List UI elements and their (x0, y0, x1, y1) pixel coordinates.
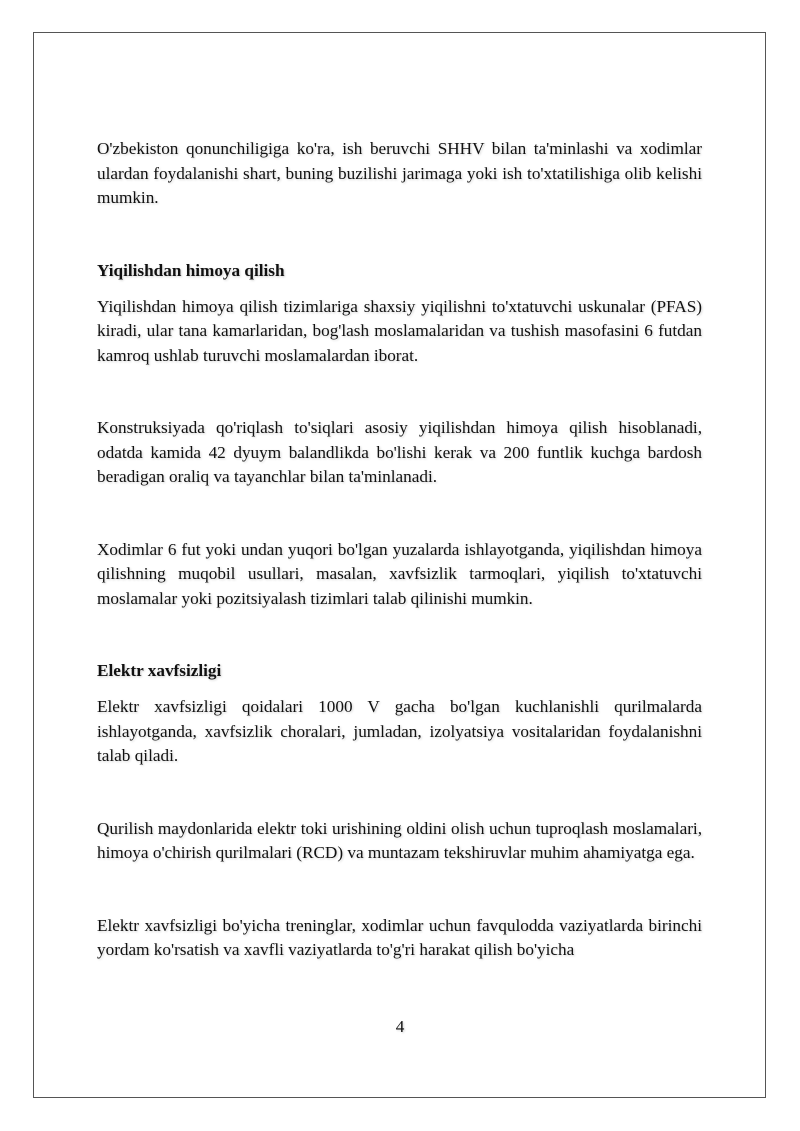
paragraph: Qurilish maydonlarida elektr toki urishining oldini olish uchun tuproqlash moslamalari, himoya o'chirish qurilmalari (RCD) va muntazam tekshiruvlar muhim ahamiyatga ega. (97, 818, 702, 862)
document-body (97, 137, 702, 963)
section-heading-fall-protection: Yiqilishdan himoya qilish (97, 260, 285, 280)
paragraph: Yiqilishdan himoya qilish tizimlariga shaxsiy yiqilishni to'xtatuvchi uskunalar (PFAS) kiradi, ular tana kamarlaridan, bog'lash moslamalaridan va tushish masofasini 6 futdan kamroq ushlab turuvchi moslamalardan iborat. (97, 296, 702, 365)
paragraph: Xodimlar 6 fut yoki undan yuqori bo'lgan yuzalarda ishlayotganda, yiqilishdan himoya qilishning muqobil usullari, masalan, xavfsizlik tarmoqlari, yiqilish to'xtatuvchi moslamalar yoki pozitsiyalash tizimlari talab qilinishi mumkin. (97, 539, 702, 608)
page-number: 4 (395, 1017, 405, 1036)
paragraph: O'zbekiston qonunchiligiga ko'ra, ish beruvchi SHHV bilan ta'minlashi va xodimlar ulardan foydalanishi shart, buning buzilishi jarimaga yoki ish to'xtatilishiga olib kelishi mumkin. (97, 139, 702, 207)
paragraph: Elektr xavfsizligi bo'yicha treninglar, xodimlar uchun favqulodda vaziyatlarda birinchi yordam ko'rsatish va xavfli vaziyatlarda to'g'ri harakat qilish bo'yicha (97, 915, 702, 959)
paragraph: Konstruksiyada qo'riqlash to'siqlari asosiy yiqilishdan himoya qilish hisoblanadi, odatda kamida 42 dyuym balandlikda bo'lishi kerak va 200 funtlik kuchga bardosh beradigan oraliq va tayanchlar bilan ta'minlanadi. (97, 418, 702, 486)
paragraph: Elektr xavfsizligi qoidalari 1000 V gacha bo'lgan kuchlanishli qurilmalarda ishlayotganda, xavfsizlik choralari, jumladan, izolyatsiya vositalaridan foydalanishni talab qiladi. (97, 697, 702, 765)
section-heading-electrical-safety: Elektr xavfsizligi (97, 661, 222, 680)
